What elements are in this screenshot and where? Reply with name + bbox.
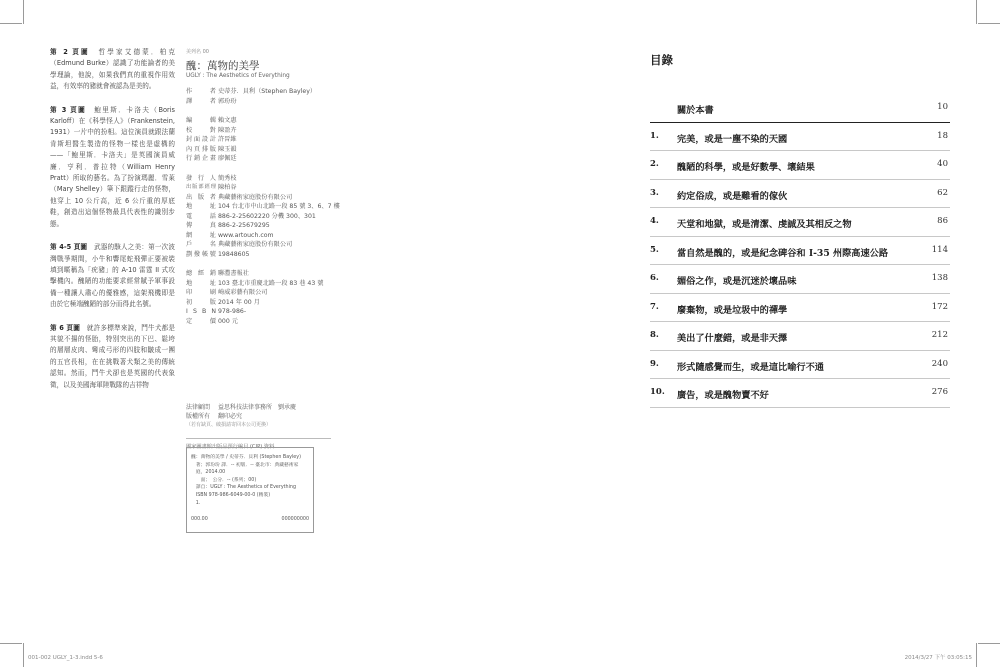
colophon-key: 編 輯 [186, 117, 216, 124]
colophon-row [186, 145, 316, 155]
colophon-value: 978-986- [218, 308, 247, 315]
colophon-value: 聯灃書報社 [218, 270, 249, 277]
caption: 第 3 頁圖 鮑里斯．卡洛夫（Boris Karloff）在《科學怪人》（Frankenstein, 1931）一片中的扮相。這位演員就跟法蘭肯斯坦醫生製造的怪物一樣也是虛構的——「鮑里斯．卡洛夫」是英國演員威廉．亨利．普拉特（William Henry Pratt）所取的藝名。為了扮演瑪麗．雪萊（Mary Shelley）筆下跟蹤行走的怪物，他穿上 10 公斤高，近 6 公斤重的厚底鞋，創造出這個怪物最具代表性的識別步態。 [50, 105, 175, 228]
colophon-row [186, 288, 316, 298]
toc-item [650, 294, 950, 323]
legal-block [186, 403, 336, 430]
colophon-value: 典藏藝術家庭股份有限公司 [218, 241, 293, 248]
colophon-value: 103 臺北市重慶北路一段 83 巷 43 號 [218, 279, 324, 287]
colophon-key: 戶 名 [186, 241, 216, 248]
book-title: 醜：萬物的美學 [186, 59, 260, 72]
crop-mark-bottom-right-h [978, 643, 1000, 644]
toc-chapter-title: 醜陋的科學，或是好數學、壞結果 [677, 162, 815, 173]
toc-number: 4. [650, 216, 659, 226]
colophon-value: 陳盈卉 [218, 126, 237, 134]
colophon-key: 譯 者 [186, 97, 216, 105]
toc-item [650, 379, 950, 408]
toc-number: 7. [650, 301, 659, 312]
colophon-group [186, 269, 324, 326]
colophon-row [186, 240, 316, 250]
colophon-key: 地 址 [186, 279, 216, 287]
toc-title: 目錄 [650, 53, 673, 67]
book-subtitle: UGLY : The Aesthetics of Everything [186, 72, 290, 79]
colophon-key: 內頁排版 [186, 145, 216, 153]
colophon-value: 陳柏谷 [218, 184, 237, 191]
toc-number: 3. [650, 187, 659, 198]
cip-line: 面； 公分．-- (系列；00) [191, 477, 257, 483]
toc-page-number: 114 [931, 244, 948, 255]
colophon-group [186, 116, 316, 164]
toc-chapter-title: 形式隨感覺而生，或是這比喻行不通 [677, 361, 824, 373]
toc-page-number: 276 [931, 387, 948, 397]
toc-number: 8. [650, 330, 659, 340]
crop-mark-top-right [976, 0, 977, 24]
colophon-row [186, 317, 316, 327]
colophon-row [186, 221, 316, 231]
toc-page-number: 18 [937, 130, 948, 141]
colophon-key: 作 者 [186, 88, 216, 95]
colophon-value: 史蒂芬．貝利（Stephen Bayley） [218, 88, 317, 95]
toc-item [650, 322, 950, 351]
toc-page-number: 62 [937, 187, 948, 198]
colophon-key: 劃撥帳號 [186, 250, 216, 258]
toc-number: 10. [650, 387, 665, 397]
toc-item [650, 351, 950, 380]
colophon-key: 定 價 [186, 317, 216, 325]
colophon-row [186, 269, 316, 279]
toc-page-number: 172 [931, 301, 948, 312]
crop-mark-bottom-left [23, 643, 24, 667]
colophon-row [186, 279, 324, 289]
colophon-row [186, 135, 316, 145]
colophon-value: 886-2-25602220 分機 300、301 [218, 212, 316, 220]
toc-number: 9. [650, 358, 659, 369]
cip-line: 著；郭玢玢 譯．-- 初版．-- 臺北市：典藏藝術家 [191, 462, 299, 468]
toc-chapter-title: 當自然是醜的，或是紀念碑谷和 I-35 州際高速公路 [677, 247, 889, 259]
toc-page-number: 240 [931, 358, 948, 369]
slug-left: 001-002 UGLY_1-3.indd 5-6 [28, 655, 103, 661]
cip-line: 醜：萬物的美學 / 史蒂芬．貝利 (Stephen Bayley) [191, 455, 301, 460]
toc-chapter-title: 關於本書 [677, 105, 714, 116]
legal-row: 法律顧問 益思科技法律事務所 劉承慶 [186, 404, 297, 411]
colophon-row [186, 298, 316, 308]
colophon-key: 發 行 人 [186, 174, 216, 182]
toc-chapter-title: 完美，或是一塵不染的天國 [677, 133, 788, 145]
colophon-value: 廖佩廷 [218, 155, 237, 162]
colophon-key: 出 版 者 [186, 193, 216, 201]
legal-row: 版權所有 翻印必究 [186, 413, 243, 420]
toc-page-number: 212 [931, 330, 948, 340]
legal-note: （若有缺頁、破損請寄回本公司更換） [186, 422, 272, 428]
toc-item [650, 180, 950, 209]
toc-number: 5. [650, 244, 659, 255]
toc-item [650, 265, 950, 294]
toc-page-number: 138 [931, 273, 948, 283]
colophon-row [186, 116, 316, 126]
toc-chapter-title: 約定俗成，或是難看的傢伙 [677, 190, 788, 202]
toc-item [650, 237, 950, 266]
series-label: 美列名 00 [186, 49, 209, 55]
slug-right: 2014/3/27 下午 03:05:15 [904, 655, 972, 661]
colophon-value: 陳玉韻 [218, 145, 237, 153]
colophon-row [186, 202, 340, 212]
colophon-value: 19848605 [218, 250, 250, 258]
toc-number: 2. [650, 159, 659, 169]
cip-footer [191, 516, 309, 524]
colophon-key: 校 對 [186, 126, 216, 134]
colophon-value: 郭玢玢 [218, 97, 237, 105]
colophon-key: 初 版 [186, 298, 216, 306]
crop-mark-bottom-left-h [0, 643, 22, 644]
colophon-row [186, 193, 316, 203]
crop-mark-top-right-h [978, 23, 1000, 24]
colophon-group [186, 174, 340, 260]
colophon-value: www.artouch.com [218, 231, 274, 239]
colophon [186, 48, 340, 336]
colophon-key: 總 經 銷 [186, 270, 216, 277]
toc-page-number: 10 [937, 102, 948, 112]
toc-chapter-title: 媚俗之作，或是沉迷於壞品味 [677, 276, 797, 287]
colophon-key: 封面設計 [186, 136, 216, 143]
colophon-row [186, 126, 316, 136]
colophon-row [186, 183, 316, 193]
crop-mark-top-left-h [0, 23, 22, 24]
caption: 第 2 頁圖 哲學家艾德蒙．柏克（Edmund Burke）認識了功能論者的美學理論，他說，如果我們真的重視作用效益，有效率的豬就會被認為是美的。 [50, 48, 176, 91]
colophon-value: 104 台北市中山北路一段 85 號 3、6、7 樓 [218, 203, 340, 210]
colophon-group [186, 87, 316, 106]
colophon-key: 印 刷 [186, 289, 216, 296]
crop-mark-top-left [23, 0, 24, 24]
colophon-value: 許晉維 [218, 136, 237, 143]
colophon-key: 網 址 [186, 231, 216, 239]
colophon-key: I S B N [186, 308, 216, 315]
toc-page-number: 86 [937, 216, 948, 226]
cip-record-number: 000000000 [281, 517, 309, 523]
colophon-row [186, 307, 316, 317]
colophon-value: 簡秀枝 [218, 174, 237, 182]
colophon-key: 地 址 [186, 203, 216, 210]
toc-item [650, 94, 950, 123]
caption: 第 6 頁圖 就許多標準來說，鬥牛犬都是其貌不揚的怪胎，特別突出的下巴、鬆垮的層層皮肉、彎成弓形的四肢和皺成一團的五官長相，在在挑戰著犬類之美的傳統認知。然而，鬥牛犬卻也是英國的代表象徵，以及美國海軍陸戰隊的吉祥物 [50, 323, 176, 389]
cip-line: 1. [191, 500, 201, 506]
cip-class-number: 000.00 [191, 517, 208, 523]
colophon-row [186, 174, 316, 184]
colophon-row [186, 87, 316, 97]
toc-number: 6. [650, 273, 659, 283]
cip-box [186, 447, 314, 533]
colophon-key: 傳 真 [186, 222, 216, 229]
colophon-value: 賴文惠 [218, 117, 237, 124]
colophon-groups [186, 87, 340, 326]
colophon-value: 崎威彩藝有限公司 [218, 289, 268, 296]
cip-lines [191, 454, 313, 507]
colophon-key: 出版部經理 [186, 184, 216, 190]
toc-item [650, 208, 950, 237]
colophon-row [186, 212, 316, 222]
colophon-row [186, 250, 316, 260]
cip-line: 庭，2014.00 [191, 470, 226, 476]
colophon-key: 電 話 [186, 212, 216, 220]
colophon-row [186, 154, 316, 164]
cip-header: 國家圖書館出版品預行編目 (CIP) 資料 [186, 438, 331, 450]
toc-number: 1. [650, 130, 659, 141]
colophon-value: 典藏藝術家庭股份有限公司 [218, 193, 293, 201]
toc-chapter-title: 廣告，或是醜物賣不好 [677, 390, 769, 401]
cip-line: 譯自：UGLY : The Aesthetics of Everything [191, 485, 297, 491]
cip-line: ISBN 978-986-6049-00-0 (精裝) [191, 492, 271, 498]
toc-item [650, 123, 950, 152]
colophon-row [186, 97, 316, 107]
toc-page-number: 40 [937, 159, 948, 169]
toc-item [650, 151, 950, 180]
table-of-contents [650, 94, 950, 408]
toc-chapter-title: 天堂和地獄，或是清潔、虔誠及其相反之物 [677, 219, 852, 230]
colophon-value: 000 元 [218, 317, 238, 325]
colophon-row [186, 231, 316, 241]
crop-mark-bottom-right [976, 643, 977, 667]
caption: 第 4-5 頁圖 武器的駭人之美：第一次波灣戰爭期間，小牛和響尾蛇飛彈正要被裝填到暱稱為「疣豬」的 A-10 雷霆 II 式攻擊機內。醜陋的功能要求經常賦予軍事設備一種讓人肅心的優雅感，這架飛機即是由於它極端醜陋的部分而得此名號。 [50, 243, 176, 309]
toc-chapter-title: 廢棄物，或是垃圾中的禪學 [677, 304, 788, 316]
toc-chapter-title: 美出了什麼錯，或是非天擇 [677, 333, 788, 344]
colophon-value: 2014 年 00 月 [218, 298, 260, 306]
colophon-value: 886-2-25679295 [218, 222, 270, 229]
image-captions [50, 47, 175, 403]
colophon-key: 行銷企畫 [186, 155, 216, 162]
